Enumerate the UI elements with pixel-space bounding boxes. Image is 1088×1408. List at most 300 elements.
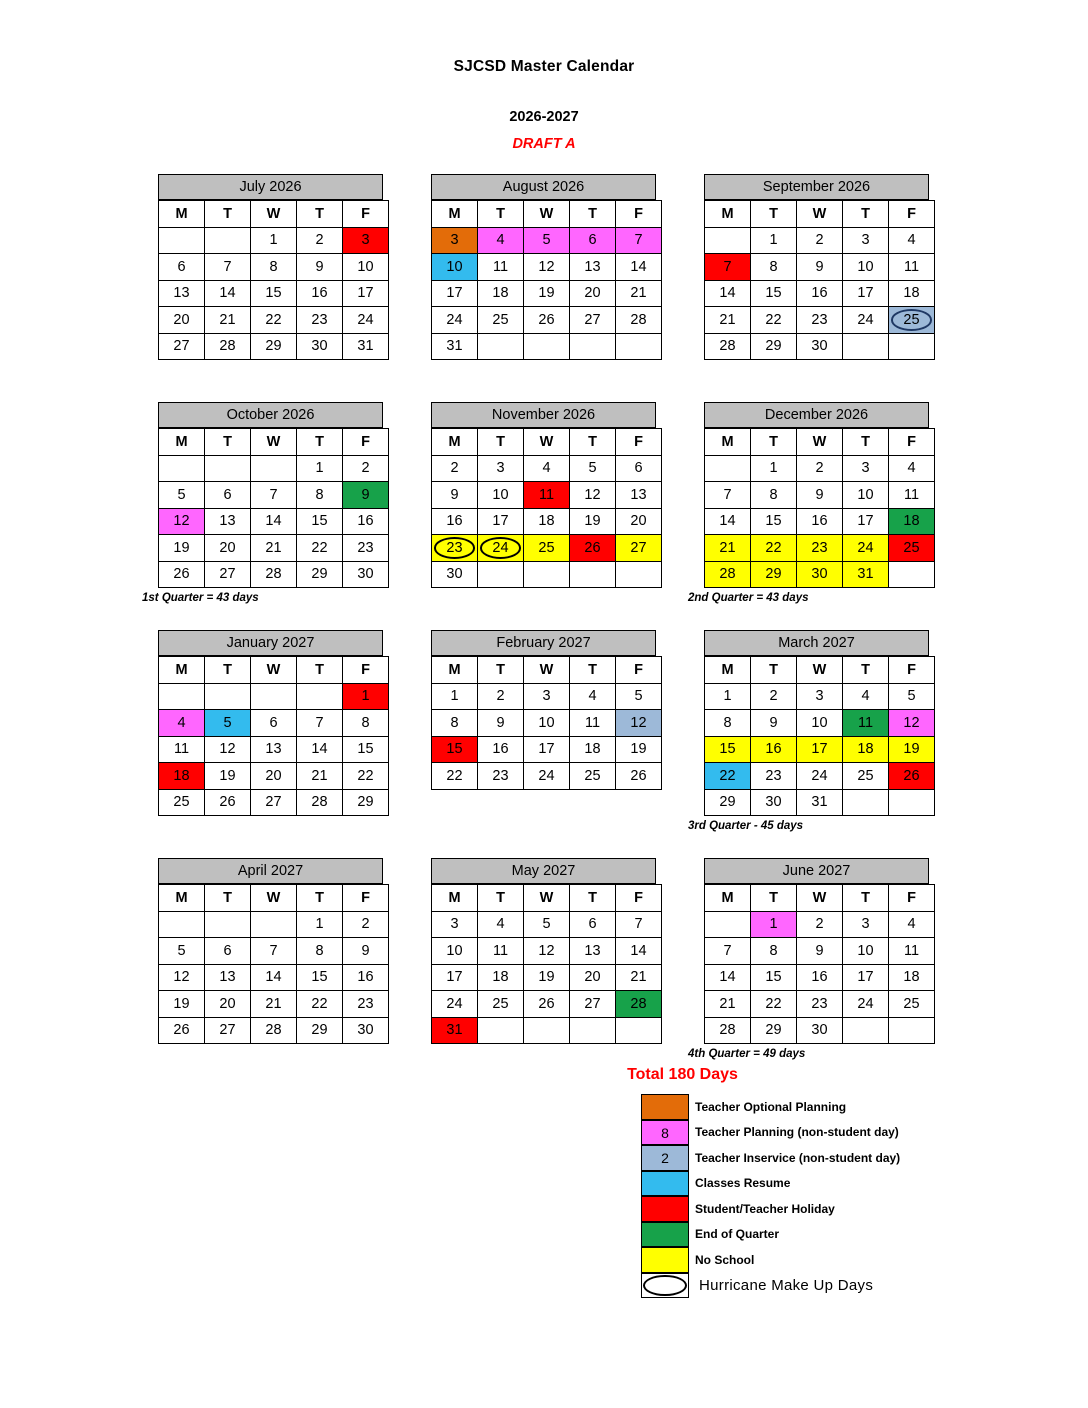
day-cell[interactable]: 8 [343,710,389,737]
day-cell[interactable]: 26 [205,789,251,816]
day-cell[interactable]: 7 [251,938,297,965]
day-cell[interactable]: 22 [343,763,389,790]
day-cell[interactable]: 26 [524,991,570,1018]
day-cell[interactable]: 20 [570,280,616,307]
day-cell[interactable]: 29 [297,561,343,588]
day-cell[interactable]: 22 [705,763,751,790]
day-cell[interactable]: 10 [797,710,843,737]
day-cell[interactable]: 10 [843,482,889,509]
day-cell[interactable]: 25 [889,307,935,334]
day-cell[interactable]: 18 [570,736,616,763]
day-cell[interactable]: 16 [751,736,797,763]
day-cell[interactable]: 7 [616,911,662,938]
day-cell[interactable]: 18 [889,964,935,991]
day-cell[interactable]: 7 [205,254,251,281]
day-cell[interactable]: 27 [159,333,205,360]
day-cell[interactable]: 26 [616,763,662,790]
day-cell[interactable]: 26 [159,561,205,588]
day-cell[interactable]: 27 [570,991,616,1018]
day-cell[interactable]: 7 [705,254,751,281]
day-cell[interactable]: 20 [159,307,205,334]
day-cell[interactable]: 6 [251,710,297,737]
day-cell[interactable]: 10 [343,254,389,281]
day-cell[interactable]: 1 [343,683,389,710]
day-cell[interactable]: 17 [843,964,889,991]
day-cell[interactable]: 27 [205,1017,251,1044]
day-cell[interactable]: 9 [478,710,524,737]
month-slot [407,402,680,588]
day-cell[interactable]: 29 [251,333,297,360]
day-cell[interactable]: 28 [205,333,251,360]
day-cell[interactable]: 8 [432,710,478,737]
day-cell[interactable]: 3 [524,683,570,710]
day-cell[interactable]: 24 [432,307,478,334]
day-cell[interactable]: 19 [570,508,616,535]
day-cell[interactable]: 5 [616,683,662,710]
dow-header-row [705,201,935,228]
day-cell[interactable]: 12 [889,710,935,737]
day-cell[interactable]: 18 [478,964,524,991]
day-cell[interactable]: 8 [297,482,343,509]
week-row [705,482,935,509]
day-cell[interactable]: 19 [616,736,662,763]
day-cell[interactable]: 5 [524,911,570,938]
day-cell[interactable]: 6 [159,254,205,281]
day-cell[interactable]: 2 [797,455,843,482]
day-cell[interactable]: 2 [343,455,389,482]
day-cell[interactable]: 28 [297,789,343,816]
day-cell[interactable]: 20 [251,763,297,790]
day-cell[interactable]: 8 [751,482,797,509]
day-cell[interactable]: 9 [297,254,343,281]
day-cell[interactable]: 4 [524,455,570,482]
day-cell[interactable]: 16 [478,736,524,763]
day-cell[interactable]: 1 [751,455,797,482]
day-cell[interactable]: 18 [889,508,935,535]
day-cell[interactable]: 18 [889,280,935,307]
day-cell[interactable]: 29 [343,789,389,816]
day-cell[interactable]: 30 [751,789,797,816]
month-title: July 2026 [158,174,383,200]
day-cell[interactable]: 1 [751,227,797,254]
day-cell[interactable]: 16 [432,508,478,535]
day-cell[interactable]: 17 [797,736,843,763]
day-cell[interactable]: 13 [205,508,251,535]
month-september-2026 [704,174,929,360]
day-cell[interactable]: 24 [478,535,524,562]
day-cell[interactable]: 23 [478,763,524,790]
day-cell[interactable]: 22 [432,763,478,790]
day-cell[interactable]: 15 [751,280,797,307]
day-cell[interactable]: 10 [478,482,524,509]
day-cell[interactable]: 29 [751,1017,797,1044]
day-cell[interactable]: 3 [797,683,843,710]
day-cell[interactable]: 21 [705,307,751,334]
day-cell[interactable]: 7 [297,710,343,737]
day-cell[interactable]: 18 [159,763,205,790]
day-cell[interactable]: 13 [159,280,205,307]
day-cell[interactable]: 24 [843,991,889,1018]
day-cell[interactable]: 30 [797,1017,843,1044]
day-cell[interactable]: 17 [432,964,478,991]
day-cell[interactable]: 19 [524,280,570,307]
day-cell[interactable]: 31 [343,333,389,360]
day-cell[interactable]: 8 [251,254,297,281]
day-cell[interactable]: 6 [205,938,251,965]
day-cell[interactable]: 11 [889,938,935,965]
quarter-note-slot [680,588,953,606]
empty-cell [705,911,751,938]
day-cell[interactable]: 18 [478,280,524,307]
day-cell[interactable]: 30 [797,333,843,360]
day-cell[interactable]: 21 [705,535,751,562]
dow-header: M [705,429,751,456]
day-cell[interactable]: 31 [843,561,889,588]
day-cell[interactable]: 27 [616,535,662,562]
day-cell[interactable]: 12 [616,710,662,737]
day-cell[interactable]: 21 [705,991,751,1018]
day-cell[interactable]: 8 [751,254,797,281]
day-cell[interactable]: 16 [797,964,843,991]
day-cell[interactable]: 15 [343,736,389,763]
day-cell[interactable]: 9 [343,938,389,965]
dow-header: T [478,429,524,456]
week-row [432,482,662,509]
day-cell[interactable]: 23 [432,535,478,562]
day-cell[interactable]: 24 [432,991,478,1018]
day-cell[interactable]: 24 [843,535,889,562]
month-table [704,884,935,1044]
day-cell[interactable]: 3 [843,455,889,482]
legend-color-swatch [641,1196,689,1222]
day-cell[interactable]: 2 [797,911,843,938]
day-cell[interactable]: 17 [432,280,478,307]
month-slot [680,402,953,588]
day-cell[interactable]: 14 [205,280,251,307]
day-cell[interactable]: 11 [524,482,570,509]
day-cell[interactable]: 7 [705,482,751,509]
day-cell[interactable]: 1 [705,683,751,710]
day-cell[interactable]: 18 [524,508,570,535]
day-cell[interactable]: 19 [524,964,570,991]
day-cell[interactable]: 14 [705,964,751,991]
day-cell[interactable]: 4 [889,227,935,254]
day-cell[interactable]: 21 [616,280,662,307]
day-cell[interactable]: 16 [797,508,843,535]
day-cell[interactable]: 13 [251,736,297,763]
day-cell[interactable]: 15 [297,508,343,535]
day-cell[interactable]: 20 [570,964,616,991]
day-cell[interactable]: 5 [524,227,570,254]
day-cell[interactable]: 2 [343,911,389,938]
day-cell[interactable]: 9 [797,254,843,281]
week-row [705,227,935,254]
day-cell[interactable]: 29 [297,1017,343,1044]
day-cell[interactable]: 23 [797,535,843,562]
dow-header: W [797,429,843,456]
day-cell[interactable]: 16 [797,280,843,307]
week-row [432,561,662,588]
day-cell[interactable]: 22 [251,307,297,334]
day-cell[interactable]: 27 [205,561,251,588]
day-cell[interactable]: 12 [524,254,570,281]
day-cell[interactable]: 23 [797,991,843,1018]
day-cell[interactable]: 9 [751,710,797,737]
dow-header: T [570,429,616,456]
day-cell[interactable]: 10 [432,938,478,965]
day-cell[interactable]: 29 [751,561,797,588]
day-cell[interactable]: 25 [524,535,570,562]
legend-row [641,1196,1061,1222]
dow-header: T [751,657,797,684]
day-cell[interactable]: 25 [889,991,935,1018]
day-cell[interactable]: 4 [570,683,616,710]
day-cell[interactable]: 21 [251,991,297,1018]
day-cell[interactable]: 4 [478,227,524,254]
day-cell[interactable]: 14 [616,938,662,965]
day-cell[interactable]: 22 [297,991,343,1018]
day-cell[interactable]: 1 [751,911,797,938]
day-cell[interactable]: 27 [251,789,297,816]
day-cell[interactable]: 11 [478,254,524,281]
day-cell[interactable]: 25 [159,789,205,816]
month-table [158,656,389,816]
day-cell[interactable]: 2 [478,683,524,710]
day-cell[interactable]: 13 [570,254,616,281]
day-cell[interactable]: 24 [797,763,843,790]
day-cell[interactable]: 29 [751,333,797,360]
day-cell[interactable]: 5 [889,683,935,710]
day-cell[interactable]: 17 [478,508,524,535]
day-cell[interactable]: 2 [797,227,843,254]
day-cell[interactable]: 9 [797,482,843,509]
day-cell[interactable]: 11 [843,710,889,737]
day-cell[interactable]: 11 [889,482,935,509]
day-cell[interactable]: 10 [843,938,889,965]
day-cell[interactable]: 12 [159,964,205,991]
day-cell[interactable]: 26 [889,763,935,790]
day-cell[interactable]: 26 [570,535,616,562]
day-cell[interactable]: 25 [478,991,524,1018]
day-cell[interactable]: 23 [751,763,797,790]
week-row [159,683,389,710]
day-cell[interactable]: 15 [751,964,797,991]
day-cell[interactable]: 2 [432,455,478,482]
day-cell[interactable]: 23 [297,307,343,334]
day-cell[interactable]: 25 [570,763,616,790]
day-cell[interactable]: 30 [343,561,389,588]
day-cell[interactable]: 6 [616,455,662,482]
day-cell[interactable]: 17 [343,280,389,307]
day-cell[interactable]: 8 [751,938,797,965]
day-cell[interactable]: 6 [570,911,616,938]
day-cell[interactable]: 30 [797,561,843,588]
day-cell[interactable]: 27 [570,307,616,334]
day-cell[interactable]: 6 [570,227,616,254]
week-row [432,736,662,763]
day-cell[interactable]: 21 [205,307,251,334]
day-cell[interactable]: 3 [343,227,389,254]
day-cell[interactable]: 22 [751,535,797,562]
day-cell[interactable]: 20 [616,508,662,535]
day-cell[interactable]: 1 [432,683,478,710]
month-title: June 2027 [704,858,929,884]
month-title: October 2026 [158,402,383,428]
day-cell[interactable]: 23 [343,535,389,562]
day-cell[interactable]: 19 [159,991,205,1018]
day-cell[interactable]: 14 [616,254,662,281]
day-cell[interactable]: 5 [570,455,616,482]
week-row [705,736,935,763]
day-cell[interactable]: 18 [843,736,889,763]
day-cell[interactable]: 19 [205,763,251,790]
day-cell[interactable]: 12 [570,482,616,509]
day-cell[interactable]: 3 [478,455,524,482]
day-cell[interactable]: 4 [889,455,935,482]
day-cell[interactable]: 26 [159,1017,205,1044]
day-cell[interactable]: 28 [251,1017,297,1044]
day-cell[interactable]: 9 [343,482,389,509]
day-cell[interactable]: 4 [159,710,205,737]
day-cell[interactable]: 30 [297,333,343,360]
day-cell[interactable]: 20 [205,991,251,1018]
day-cell[interactable]: 13 [616,482,662,509]
day-cell[interactable]: 16 [343,508,389,535]
day-cell[interactable]: 4 [889,911,935,938]
day-cell[interactable]: 21 [297,763,343,790]
day-cell[interactable]: 8 [297,938,343,965]
dow-header: M [705,657,751,684]
day-cell[interactable]: 11 [159,736,205,763]
day-cell[interactable]: 22 [751,991,797,1018]
dow-header-row [159,885,389,912]
day-cell[interactable]: 3 [432,227,478,254]
day-cell[interactable]: 7 [251,482,297,509]
day-cell[interactable]: 28 [251,561,297,588]
day-cell[interactable]: 29 [705,789,751,816]
day-cell[interactable]: 17 [843,508,889,535]
day-cell[interactable]: 14 [297,736,343,763]
day-cell[interactable]: 11 [570,710,616,737]
day-cell[interactable]: 10 [524,710,570,737]
week-row [705,280,935,307]
dow-header: T [751,201,797,228]
day-cell[interactable]: 17 [524,736,570,763]
day-cell[interactable]: 26 [524,307,570,334]
day-cell[interactable]: 23 [343,991,389,1018]
day-cell[interactable]: 24 [843,307,889,334]
day-cell[interactable]: 24 [524,763,570,790]
day-cell[interactable]: 4 [843,683,889,710]
day-cell[interactable]: 7 [705,938,751,965]
day-cell[interactable]: 11 [889,254,935,281]
day-cell[interactable]: 12 [205,736,251,763]
day-cell[interactable]: 8 [705,710,751,737]
day-cell[interactable]: 22 [297,535,343,562]
day-cell[interactable]: 2 [751,683,797,710]
day-cell[interactable]: 1 [297,911,343,938]
day-cell[interactable]: 22 [751,307,797,334]
day-cell[interactable]: 5 [205,710,251,737]
day-cell[interactable]: 7 [616,227,662,254]
day-cell[interactable]: 14 [251,508,297,535]
day-cell[interactable]: 15 [751,508,797,535]
day-cell[interactable]: 17 [843,280,889,307]
total-days: Total 180 Days [627,1066,738,1083]
day-cell[interactable]: 14 [705,280,751,307]
day-cell[interactable]: 21 [251,535,297,562]
day-cell[interactable]: 30 [343,1017,389,1044]
day-cell[interactable]: 3 [432,911,478,938]
dow-header: T [570,885,616,912]
day-cell[interactable]: 3 [843,911,889,938]
day-cell[interactable]: 25 [478,307,524,334]
day-cell[interactable]: 19 [889,736,935,763]
day-cell[interactable]: 23 [797,307,843,334]
day-cell[interactable]: 11 [478,938,524,965]
day-cell[interactable]: 13 [570,938,616,965]
day-cell[interactable]: 19 [159,535,205,562]
day-cell[interactable]: 12 [524,938,570,965]
day-cell[interactable]: 25 [843,763,889,790]
month-table [158,884,389,1044]
day-cell[interactable]: 28 [705,1017,751,1044]
day-cell[interactable]: 28 [616,307,662,334]
day-cell[interactable]: 24 [343,307,389,334]
day-cell[interactable]: 15 [432,736,478,763]
day-cell[interactable]: 1 [297,455,343,482]
day-cell[interactable]: 15 [705,736,751,763]
day-cell[interactable]: 20 [205,535,251,562]
day-cell[interactable]: 5 [159,938,205,965]
day-cell[interactable]: 14 [705,508,751,535]
day-cell[interactable]: 31 [432,1017,478,1044]
day-cell[interactable]: 15 [251,280,297,307]
day-cell[interactable]: 21 [616,964,662,991]
week-row [159,280,389,307]
day-cell[interactable]: 2 [297,227,343,254]
day-cell[interactable]: 28 [705,561,751,588]
day-cell[interactable]: 30 [432,561,478,588]
day-cell[interactable]: 31 [797,789,843,816]
day-cell[interactable]: 4 [478,911,524,938]
day-cell[interactable]: 31 [432,333,478,360]
day-cell[interactable]: 9 [432,482,478,509]
day-cell[interactable]: 3 [843,227,889,254]
day-cell[interactable]: 6 [205,482,251,509]
day-cell[interactable]: 5 [159,482,205,509]
day-cell[interactable]: 10 [432,254,478,281]
quarter-note-slot [134,360,407,378]
day-cell[interactable]: 28 [616,991,662,1018]
day-cell[interactable]: 9 [797,938,843,965]
week-row [159,964,389,991]
day-cell[interactable]: 15 [297,964,343,991]
day-cell[interactable]: 16 [343,964,389,991]
dow-header: M [705,201,751,228]
day-cell[interactable]: 14 [251,964,297,991]
dow-header: W [524,657,570,684]
day-cell[interactable]: 1 [251,227,297,254]
day-cell[interactable]: 12 [159,508,205,535]
legend-row [641,1145,1061,1171]
dow-header: T [205,657,251,684]
day-cell[interactable]: 13 [205,964,251,991]
day-cell[interactable]: 16 [297,280,343,307]
day-cell[interactable]: 28 [705,333,751,360]
day-cell[interactable]: 10 [843,254,889,281]
day-cell[interactable]: 25 [889,535,935,562]
